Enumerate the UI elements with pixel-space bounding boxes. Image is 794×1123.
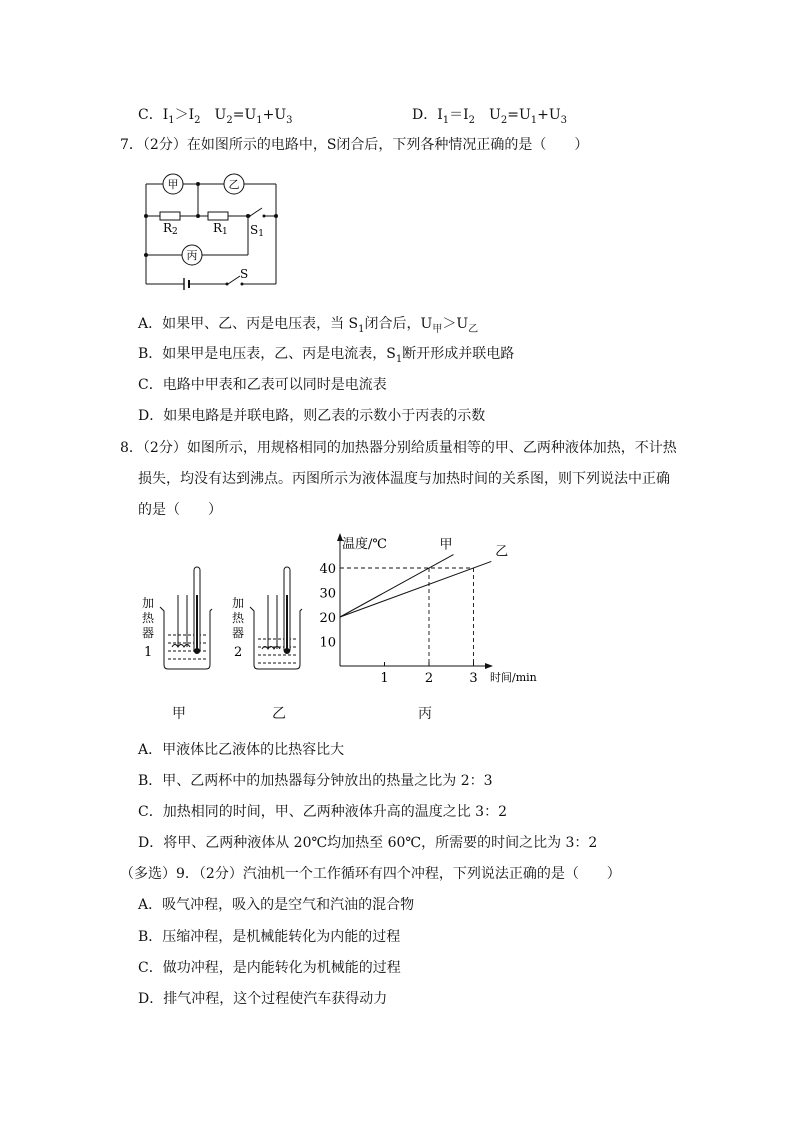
q7-option-d: D．如果电路是并联电路，则乙表的示数小于丙表的示数 (138, 408, 486, 424)
q9-stem: （多选）9．（2分）汽油机一个工作循环有四个冲程，下列说法正确的是（ ） (120, 866, 621, 882)
q9-option-d: D．排气冲程，这个过程使汽车获得动力 (138, 991, 388, 1007)
svg-text:热: 热 (142, 611, 155, 625)
q9-option-b: B．压缩冲程，是机械能转化为内能的过程 (138, 929, 401, 945)
caption-jia: 甲 (172, 706, 186, 722)
label-r2: R2 (163, 221, 178, 237)
meter-yi: 乙 (228, 178, 240, 191)
q9-option-a: A．吸气冲程，吸入的是空气和汽油的混合物 (138, 897, 415, 913)
q8-option-b: B．甲、乙两杯中的加热器每分钟放出的热量之比为 2：3 (138, 773, 493, 789)
q7-option-a: A．如果甲、乙、丙是电压表，当 $S_1$闭合后，$U_甲>U_乙$ (138, 316, 479, 335)
label-s: S (240, 267, 249, 281)
q8-option-d: D．将甲、乙两种液体从 20℃均加热至 60℃，所需要的时间之比为 3：2 (138, 835, 598, 851)
x-tick-label: 1 (380, 671, 389, 686)
svg-text:热: 热 (232, 611, 245, 625)
svg-text:1: 1 (144, 645, 153, 660)
svg-text:器: 器 (142, 626, 155, 640)
temperature-time-graph (310, 530, 550, 690)
svg-text:加: 加 (142, 596, 155, 610)
q9-option-c: C．做功冲程，是内能转化为机械能的过程 (138, 960, 401, 976)
series-label-2: 乙 (495, 544, 509, 560)
label-r1: R1 (213, 221, 228, 237)
option-c-prev: C．$I_1>I_2$ $U_2=U_1+U_3$ (138, 107, 293, 126)
x-tick-label: 2 (424, 671, 434, 686)
q7-option-c: C．电路中甲表和乙表可以同时是电流表 (138, 377, 387, 393)
q7-stem: 7．（2分）在如图所示的电路中，S闭合后，下列各种情况正确的是（ ） (120, 137, 589, 153)
svg-text:加: 加 (232, 596, 245, 610)
svg-text:2: 2 (234, 645, 243, 660)
meter-bing: 丙 (186, 249, 198, 262)
label-s1: S1 (250, 223, 264, 239)
option-d-prev: D．$I_1=I_2$ $U_2=U_1+U_3$ (412, 107, 568, 126)
series-line-1 (340, 555, 453, 617)
meter-jia: 甲 (167, 178, 179, 191)
series-line-2 (340, 561, 491, 617)
beaker-figure-1 (140, 565, 222, 675)
q8-stem-2: 损失，均没有达到沸点。丙图所示为液体温度与加热时间的关系图，则下列说法中正确 (138, 471, 670, 487)
q7-option-b: B．如果甲是电压表，乙、丙是电流表，$S_1$断开形成并联电路 (138, 346, 515, 365)
y-tick-label: 30 (319, 586, 336, 602)
y-axis-label: 温度/℃ (342, 537, 387, 552)
x-axis-label: 时间/min (490, 671, 537, 684)
svg-text:器: 器 (232, 626, 245, 640)
q8-option-c: C．加热相同的时间，甲、乙两种液体升高的温度之比 3：2 (138, 804, 507, 820)
x-tick-label: 3 (469, 671, 478, 686)
series-label-1: 甲 (439, 537, 453, 553)
caption-bing: 丙 (418, 706, 432, 722)
y-tick-label: 10 (319, 635, 336, 651)
q7-circuit-diagram (130, 168, 290, 290)
beaker-figure-2 (230, 565, 312, 675)
q8-stem-3: 的是（ ） (138, 502, 222, 518)
caption-yi: 乙 (272, 706, 286, 722)
q8-stem-1: 8．（2分）如图所示，用规格相同的加热器分别给质量相等的甲、乙两种液体加热，不计热 (120, 440, 677, 456)
q8-option-a: A．甲液体比乙液体的比热容比大 (138, 742, 345, 758)
y-tick-label: 40 (319, 562, 336, 577)
y-tick-label: 20 (319, 611, 336, 626)
